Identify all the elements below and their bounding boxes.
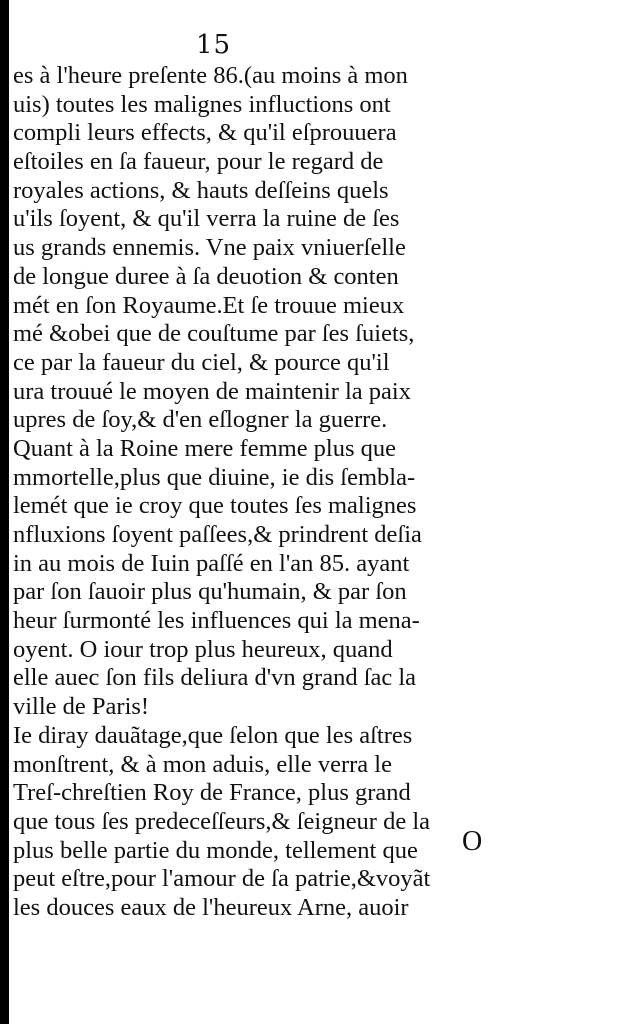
text-line: Treſ-chreſtien Roy de France, plus grand — [13, 779, 411, 807]
text-line: de longue duree à ſa deuotion & conten — [13, 262, 399, 290]
text-line: mé &obei que de couſtume par ſes ſuiets, — [13, 320, 415, 348]
body-text — [13, 62, 453, 923]
text-line: eſtoiles en ſa faueur, pour le regard de — [13, 148, 384, 176]
text-line: Quant à la Roine mere femme plus que — [13, 434, 397, 462]
text-line: les douces eaux de l'heureux Arne, auoir — [13, 893, 409, 921]
text-line: us grands ennemis. Vne paix vniuerſelle — [13, 234, 406, 262]
text-line: ville de Paris! — [13, 693, 150, 721]
text-line: Ie diray dauãtage,que ſelon que les aſtres — [13, 721, 413, 749]
text-line: es à l'heure preſente 86.(au moins à mon — [13, 62, 408, 89]
text-line: monſtrent, & à mon aduis, elle verra le — [13, 750, 392, 778]
text-line: plus belle partie du monde, tellement que — [13, 836, 418, 864]
text-line: u'ils ſoyent, & qu'il verra la ruine de ſes — [13, 205, 400, 233]
text-line: royales actions, & hauts deſſeins quels — [13, 176, 389, 204]
binding-gutter — [0, 0, 9, 1024]
text-line: que tous ſes predeceſſeurs,& ſeigneur de la — [13, 807, 431, 835]
text-line: par ſon ſauoir plus qu'humain, & par ſon — [13, 578, 407, 606]
text-line: ura trouué le moyen de maintenir la paix — [13, 377, 411, 405]
text-line: mét en ſon Royaume.Et ſe trouue mieux — [13, 291, 405, 319]
text-line: nfluxions ſoyent paſſees,& prindrent deſia — [13, 521, 422, 548]
text-line: mmortelle,plus que diuine, ie dis ſembla- — [13, 463, 416, 491]
catchword: O — [462, 826, 483, 857]
text-line: heur ſurmonté les influences qui la mena- — [13, 607, 420, 635]
text-line: oyent. O iour trop plus heureux, quand — [13, 635, 393, 663]
page-number: 15 — [196, 30, 232, 60]
text-line: elle auec ſon fils deliura d'vn grand ſac la — [13, 664, 417, 692]
text-line: in au mois de Iuin paſſé en l'an 85. ayant — [13, 549, 410, 577]
text-line: ce par la faueur du ciel, & pource qu'il — [13, 348, 390, 376]
text-line: compli leurs effects, & qu'il eſprouuera — [13, 119, 397, 147]
text-line: upres de ſoy,& d'en eſlogner la guerre. — [13, 406, 388, 434]
text-line: peut eſtre,pour l'amour de ſa patrie,&voyãt — [13, 865, 431, 893]
text-line: uis) toutes les malignes influctions ont — [13, 90, 391, 118]
text-line: lemét que ie croy que toutes ſes malignes — [13, 492, 417, 520]
